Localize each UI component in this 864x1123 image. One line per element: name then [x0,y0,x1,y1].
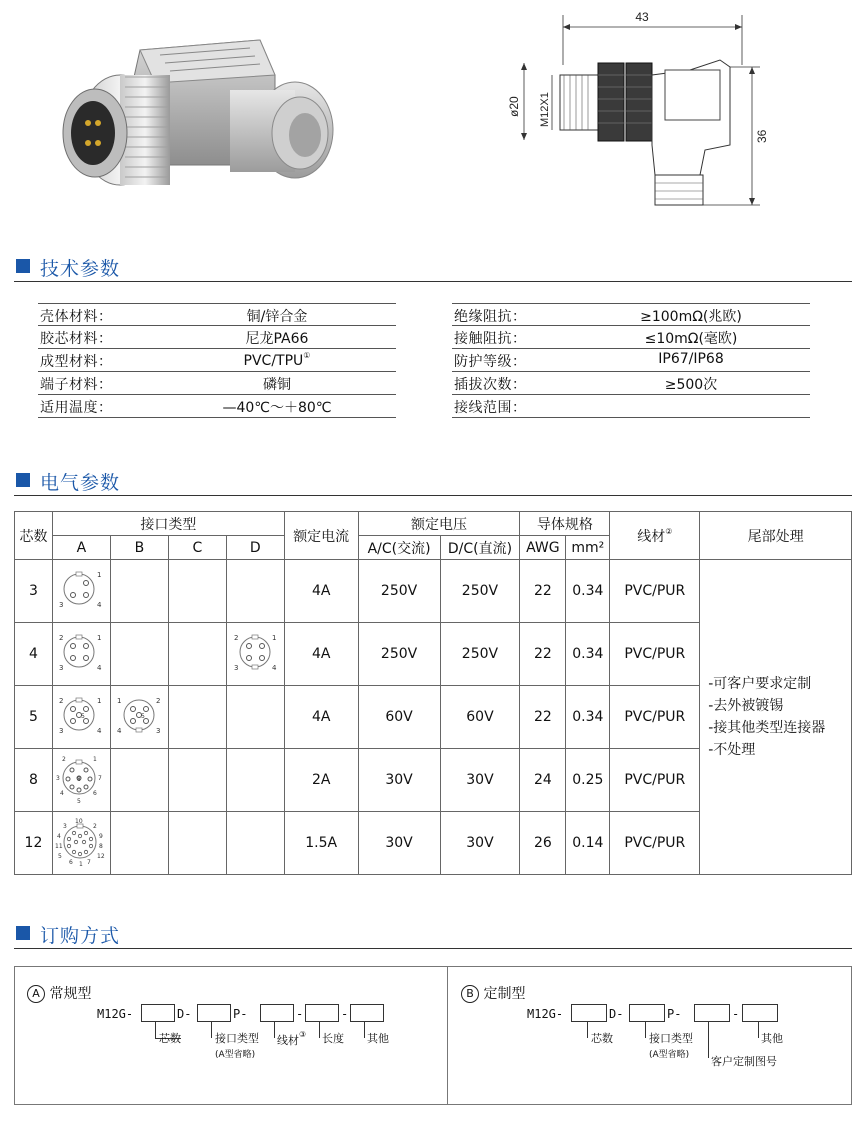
svg-text:7: 7 [87,859,92,866]
footnote-mark: ① [303,351,311,360]
svg-text:2: 2 [62,756,67,763]
svg-text:4: 4 [57,833,62,840]
param-value: ≤10mΩ(毫欧) [644,331,738,347]
pinout-cell [168,686,226,749]
param-row [452,303,810,326]
svg-text:1: 1 [79,861,84,868]
cell-mm2: 0.34 [566,623,610,686]
pinout-cell [110,749,168,812]
cell-awg: 22 [520,686,566,749]
header-ac: A/C(交流) [358,536,440,560]
code-dash: - [341,1007,349,1021]
tail-options [700,560,852,875]
svg-text:8: 8 [77,776,82,783]
pinout-a-5-icon [53,689,109,741]
param-row [38,303,396,326]
cell-dc: 30V [440,749,520,812]
header-tail: 尾部处理 [700,512,852,560]
leader-line [587,1022,588,1038]
param-key: 壳体材料： [40,309,113,325]
pinout-cell [110,812,168,875]
footnote-mark: ③ [299,1030,307,1039]
section-header-elec [14,466,852,494]
svg-text:3: 3 [156,727,161,735]
leader-line [758,1022,759,1038]
code-prefix: M12G- [97,1007,134,1021]
param-row [452,372,810,395]
pinout-a-8-icon [53,751,109,805]
cell-cores: 4 [15,623,53,686]
label-iface-note: (A型省略) [649,1050,690,1060]
cell-ac: 60V [358,686,440,749]
pinout-cell [52,812,110,875]
cell-awg: 22 [520,560,566,623]
order-a-title [27,983,91,1003]
pinout-d-4-icon [227,626,283,678]
leader-line [155,1022,156,1038]
svg-text:7: 7 [98,775,103,782]
svg-text:3: 3 [59,727,64,735]
label-cores: 芯数 [159,1032,181,1045]
header-interface: 接口类型 [52,512,284,536]
leader-line [708,1022,709,1058]
pinout-cell [226,623,284,686]
svg-text:2: 2 [156,697,161,705]
tail-option: -接其他类型连接器 [708,720,826,736]
pinout-cell [52,686,110,749]
param-row [452,395,810,418]
svg-text:10: 10 [75,818,84,825]
header-conductor: 导体规格 [520,512,610,536]
cell-cores: 8 [15,749,53,812]
section-header-order [14,919,852,947]
code-box-other [742,1004,778,1022]
param-key: 绝缘阻抗： [454,309,527,325]
cell-awg: 26 [520,812,566,875]
pinout-cell [110,560,168,623]
tech-params-right [452,303,810,418]
header-mm2: mm² [566,536,610,560]
code-dash: - [296,1007,304,1021]
param-row [38,326,396,349]
leader-line [274,1022,275,1038]
pinout-cell [168,623,226,686]
pinout-cell [226,749,284,812]
pinout-cell [52,560,110,623]
label-iface: 接口类型 [215,1032,259,1045]
code-box-iface [629,1004,665,1022]
header-cores: 芯数 [15,512,53,560]
cell-ac: 30V [358,812,440,875]
cell-ac: 30V [358,749,440,812]
label-other: 其他 [761,1032,783,1045]
cell-dc: 30V [440,812,520,875]
cell-cores: 12 [15,812,53,875]
pinout-cell [110,623,168,686]
header-type-d: D [226,536,284,560]
label-length: 长度 [322,1032,344,1045]
svg-text:3: 3 [234,664,239,672]
section-square-icon [16,259,30,273]
svg-text:1: 1 [93,756,98,763]
cell-current: 4A [284,686,358,749]
dim-diameter: ø20 [507,96,521,117]
tail-option: -可客户要求定制 [708,676,812,692]
svg-text:2: 2 [234,634,239,642]
pinout-a-3-icon [53,563,109,615]
thread-label: M12X1 [539,92,551,127]
pinout-a-12-icon [53,814,109,868]
svg-text:2: 2 [93,823,98,830]
cell-current: 4A [284,623,358,686]
svg-text:1: 1 [97,634,102,642]
cell-current: 4A [284,560,358,623]
order-a-label: 常规型 [49,986,92,1002]
circle-a-icon: A [27,985,45,1003]
divider [14,948,852,949]
param-key: 防护等级： [454,354,527,370]
cell-material: PVC/PUR [610,686,700,749]
pinout-cell [110,686,168,749]
order-b-title [461,983,525,1003]
svg-text:6: 6 [93,790,98,797]
param-key: 成型材料： [40,354,113,370]
svg-text:2: 2 [59,634,64,642]
tail-option: -去外被镀锡 [708,698,784,714]
header-voltage: 额定电压 [358,512,520,536]
cell-mm2: 0.34 [566,560,610,623]
label-custom: 客户定制图号 [711,1055,777,1068]
param-value: 磷铜 [263,377,291,393]
cell-mm2: 0.14 [566,812,610,875]
code-p: P- [233,1007,248,1021]
label-material: 线材 [277,1034,299,1047]
svg-text:9: 9 [99,833,104,840]
header-type-b: B [110,536,168,560]
order-b-label: 定制型 [483,986,526,1002]
param-key: 接线范围： [454,400,527,416]
label-iface: 接口类型 [649,1032,693,1045]
pinout-b-5-icon [111,689,167,741]
divider [14,281,852,282]
svg-text:5: 5 [58,853,63,860]
code-box-length [305,1004,339,1022]
leader-line [319,1022,320,1038]
cell-dc: 60V [440,686,520,749]
pinout-cell [168,812,226,875]
cell-dc: 250V [440,623,520,686]
leader-line [364,1022,365,1038]
leader-line [211,1022,212,1038]
cell-material: PVC/PUR [610,560,700,623]
svg-text:2: 2 [59,697,64,705]
code-dash: - [732,1007,740,1021]
cell-ac: 250V [358,623,440,686]
svg-text:1: 1 [117,697,122,705]
label-iface-note: (A型省略) [215,1050,256,1060]
cell-awg: 22 [520,623,566,686]
svg-text:3: 3 [63,823,68,830]
section-title: 技术参数 [40,258,121,280]
header-type-a: A [52,536,110,560]
header-dc: D/C(直流) [440,536,520,560]
svg-text:8: 8 [99,843,104,850]
code-p: P- [667,1007,682,1021]
svg-text:3: 3 [56,775,61,782]
circle-b-icon: B [461,985,479,1003]
label-cores: 芯数 [591,1032,613,1045]
svg-text:4: 4 [97,727,102,735]
code-box-material [260,1004,294,1022]
param-value: IP67/IP68 [658,351,724,367]
table-row [15,560,852,623]
svg-text:12: 12 [97,853,106,860]
cell-cores: 5 [15,686,53,749]
param-value: 铜/锌合金 [246,309,308,325]
divider [447,967,448,1104]
svg-text:4: 4 [272,664,277,672]
param-key: 适用温度： [40,400,113,416]
param-value: —40℃～＋80℃ [222,400,332,416]
param-value: ≥500次 [664,377,718,393]
leader-line [645,1022,646,1038]
svg-text:1: 1 [272,634,277,642]
svg-text:3: 3 [59,601,64,609]
cell-mm2: 0.25 [566,749,610,812]
pinout-cell [226,686,284,749]
param-key: 插拔次数： [454,377,527,393]
section-square-icon [16,926,30,940]
svg-text:6: 6 [69,859,74,866]
svg-text:5: 5 [81,713,86,720]
cell-cores: 3 [15,560,53,623]
code-d: D- [609,1007,624,1021]
param-key: 端子材料： [40,377,113,393]
footnote-mark: ② [665,526,673,536]
param-value: PVC/TPU [243,353,304,369]
cell-material: PVC/PUR [610,749,700,812]
param-row [452,349,810,372]
header-material-cell [610,512,700,560]
cell-awg: 24 [520,749,566,812]
cell-material: PVC/PUR [610,812,700,875]
section-title: 订购方式 [40,925,121,947]
pinout-cell [52,749,110,812]
svg-text:4: 4 [97,664,102,672]
code-box-other [350,1004,384,1022]
svg-text:5: 5 [141,713,146,720]
param-row [452,326,810,349]
code-d: D- [177,1007,192,1021]
code-box-custom [694,1004,730,1022]
cell-dc: 250V [440,560,520,623]
param-row [38,349,396,372]
code-box-cores [141,1004,175,1022]
param-key: 胶芯材料： [40,331,113,347]
header-awg: AWG [520,536,566,560]
dim-height: 36 [755,129,769,143]
section-title: 电气参数 [40,472,121,494]
ordering-box [14,966,852,1105]
cell-current: 2A [284,749,358,812]
code-box-iface [197,1004,231,1022]
code-prefix: M12G- [527,1007,564,1021]
dim-width: 43 [635,10,649,24]
divider [14,495,852,496]
cell-mm2: 0.34 [566,686,610,749]
svg-text:4: 4 [117,727,122,735]
param-row [38,372,396,395]
header-type-c: C [168,536,226,560]
dimension-drawing [490,5,770,210]
svg-text:11: 11 [55,843,64,850]
label-other: 其他 [367,1032,389,1045]
pinout-cell [226,812,284,875]
header-material: 线材 [637,528,666,545]
tail-option: -不处理 [708,742,756,758]
pinout-a-4-icon [53,626,109,678]
pinout-cell [226,560,284,623]
svg-text:4: 4 [60,790,65,797]
electrical-table [14,511,852,875]
svg-text:1: 1 [97,697,102,705]
cell-current: 1.5A [284,812,358,875]
section-header-tech [14,252,852,280]
tech-params-left [38,303,396,418]
pinout-cell [168,749,226,812]
param-value: 尼龙PA66 [245,331,309,347]
connector-photo [60,15,350,210]
svg-text:4: 4 [97,601,102,609]
section-square-icon [16,473,30,487]
label-material-wrap [277,1030,306,1048]
param-row [38,395,396,418]
param-value: ≥100mΩ(兆欧) [640,309,742,325]
svg-text:1: 1 [97,571,102,579]
param-key: 接触阻抗： [454,331,527,347]
svg-text:5: 5 [77,798,82,805]
svg-text:3: 3 [59,664,64,672]
pinout-cell [52,623,110,686]
code-box-cores [571,1004,607,1022]
cell-ac: 250V [358,560,440,623]
param-value-wrap [158,351,396,369]
header-current: 额定电流 [284,512,358,560]
cell-material: PVC/PUR [610,623,700,686]
pinout-cell [168,560,226,623]
